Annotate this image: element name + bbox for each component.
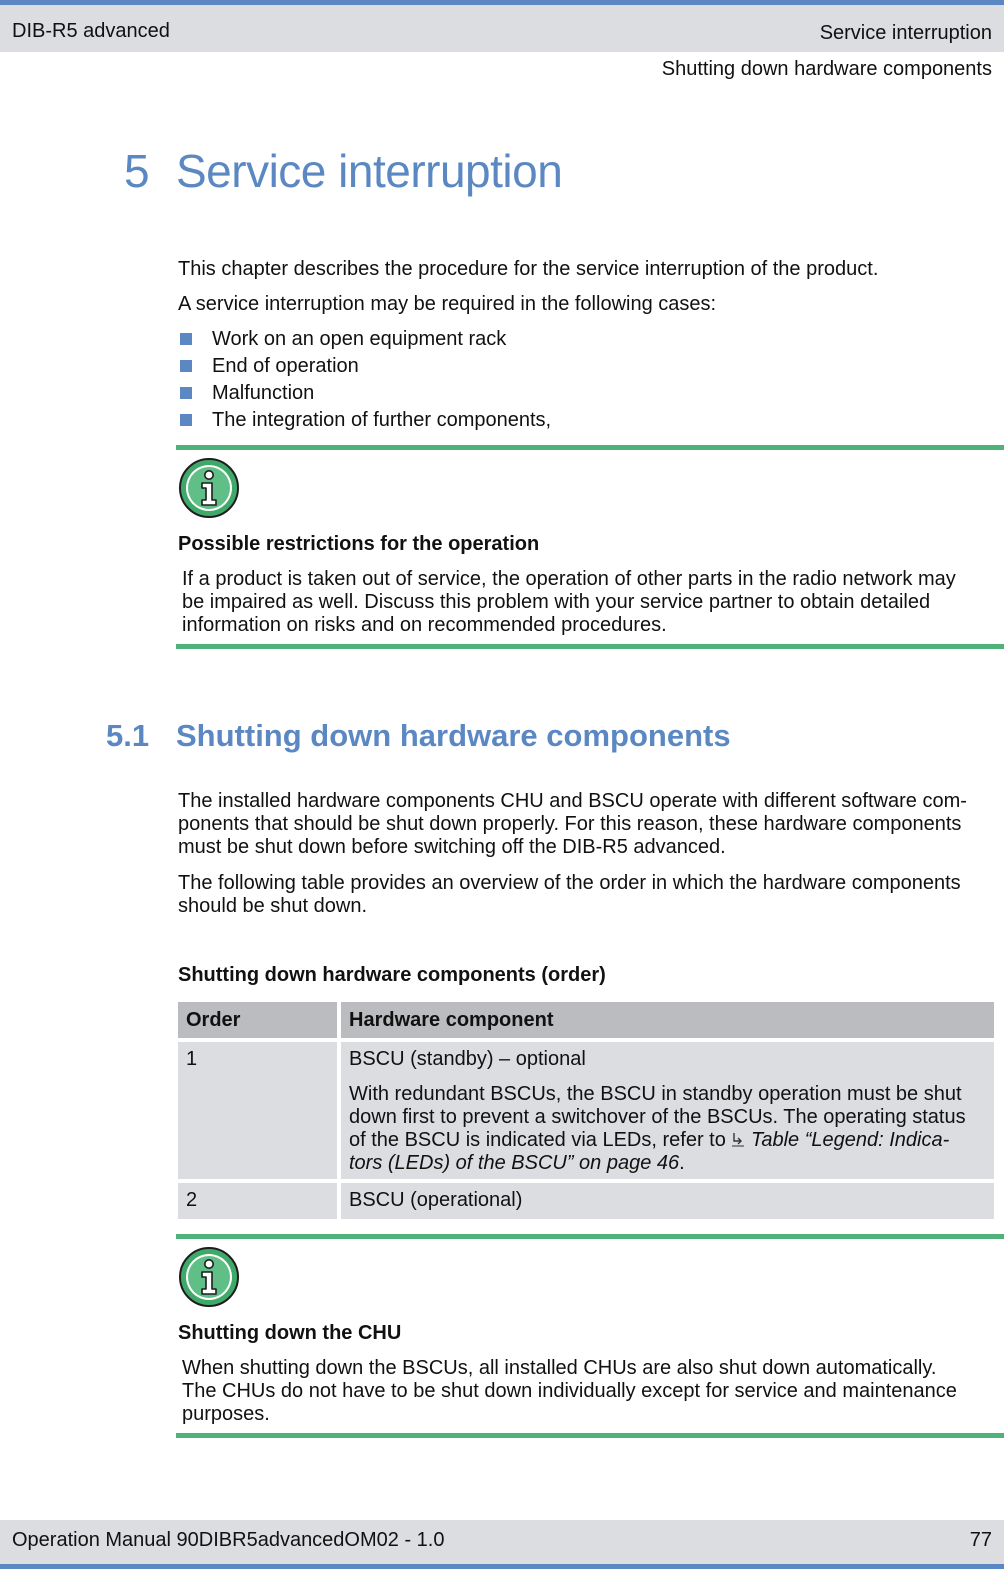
note-body: When shutting down the BSCUs, all installed CHUs are also shut down automatically. The CHUs do not have to be shut down individually except for service and maintenance purposes. bbox=[182, 1357, 957, 1425]
table-header-row bbox=[176, 1002, 1004, 1038]
page-header bbox=[0, 0, 1004, 52]
footer-doc-title: Operation Manual 90DIBR5advancedOM02 - 1.0 bbox=[12, 1529, 445, 1551]
section-paragraph-2: The following table provides an overview of the order in which the hardware components should be shut down. bbox=[178, 872, 961, 917]
section-heading bbox=[106, 718, 731, 754]
note-box-restrictions bbox=[176, 445, 1004, 649]
column-header-component: Hardware component bbox=[341, 1002, 994, 1038]
intro-paragraph-2: A service interruption may be required in the following cases: bbox=[178, 293, 717, 315]
note-title: Possible restrictions for the operation bbox=[178, 533, 540, 555]
table-caption: Shutting down hardware components (order) bbox=[178, 964, 606, 986]
chapter-title: Service interruption bbox=[176, 145, 563, 197]
intro-paragraph-1: This chapter describes the procedure for the service interruption of the product. bbox=[178, 258, 879, 280]
component-cell: BSCU (standby) – optional With redundant BSCUs, the BSCU in standby operation must be shut down first to prevent a switchover of the BSCUs. The operating status of the BSCU is indicated via LEDs, refer to Table “Legend: Indica- tors (LEDs) of the BSCU” on page 46. bbox=[341, 1042, 994, 1179]
table-reference-link[interactable]: Table “Legend: Indica- bbox=[750, 1129, 950, 1151]
cases-list bbox=[178, 328, 551, 436]
square-bullet-icon bbox=[180, 333, 192, 345]
list-item: Malfunction bbox=[178, 382, 551, 409]
component-detail: With redundant BSCUs, the BSCU in standby operation must be shut down first to prevent a switchover of the BSCUs. The operating status of the BSCU is indicated via LEDs, refer to Table “Legend: Indica- tors (LEDs) of the BSCU” on page 46. bbox=[349, 1083, 966, 1174]
order-cell: 2 bbox=[178, 1183, 337, 1219]
square-bullet-icon bbox=[180, 414, 192, 426]
table-row bbox=[176, 1183, 1004, 1219]
list-item: The integration of further components, bbox=[178, 409, 551, 436]
page-number: 77 bbox=[969, 1529, 992, 1551]
column-header-order: Order bbox=[178, 1002, 337, 1038]
component-cell: BSCU (operational) bbox=[341, 1183, 994, 1219]
square-bullet-icon bbox=[180, 387, 192, 399]
chapter-number: 5 bbox=[124, 145, 150, 197]
page-footer bbox=[0, 1520, 1004, 1569]
header-chapter: Service interruption bbox=[819, 22, 992, 44]
note-box-chu bbox=[176, 1234, 1004, 1438]
square-bullet-icon bbox=[180, 360, 192, 372]
section-paragraph-1: The installed hardware components CHU and BSCU operate with different software com- ponents that should be shut down properly. For this reason, these hardware components must be shut down before switching off the DIB-R5 advanced. bbox=[178, 790, 967, 858]
header-section: Shutting down hardware components bbox=[661, 58, 992, 80]
header-doc-name: DIB-R5 advanced bbox=[12, 20, 170, 42]
list-item: End of operation bbox=[178, 355, 551, 382]
section-number: 5.1 bbox=[106, 718, 150, 753]
order-cell: 1 bbox=[178, 1042, 337, 1179]
info-icon bbox=[178, 1246, 240, 1308]
list-item: Work on an open equipment rack bbox=[178, 328, 551, 355]
section-title: Shutting down hardware components bbox=[176, 718, 731, 753]
reference-arrow-icon bbox=[731, 1132, 745, 1148]
info-icon bbox=[178, 457, 240, 519]
table-row bbox=[176, 1042, 1004, 1179]
note-body: If a product is taken out of service, the operation of other parts in the radio network may be impaired as well. Discuss this problem with your service partner to obtain detailed information on risks and on recommended procedures. bbox=[182, 568, 956, 636]
chapter-heading bbox=[124, 144, 562, 198]
note-title: Shutting down the CHU bbox=[178, 1322, 402, 1344]
table-reference-link-cont[interactable]: tors (LEDs) of the BSCU” on page 46 bbox=[349, 1152, 680, 1174]
